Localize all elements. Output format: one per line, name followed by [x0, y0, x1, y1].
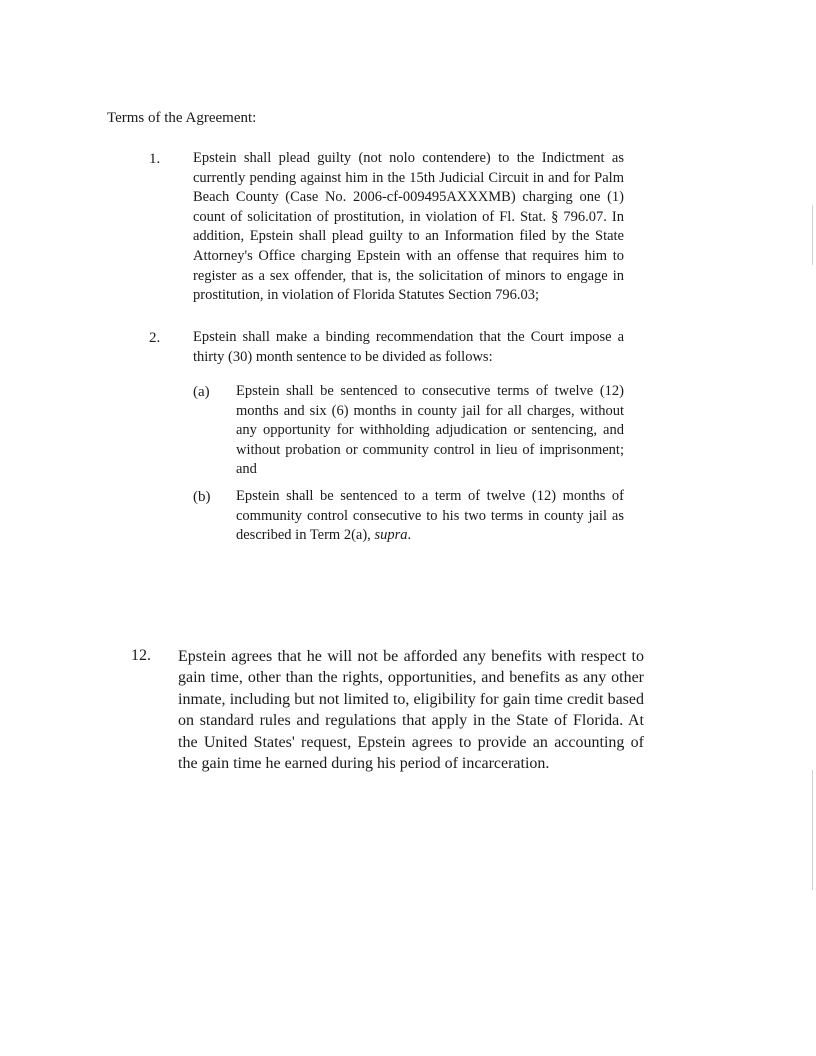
- scan-edge-mark: [812, 770, 813, 890]
- section-heading: Terms of the Agreement:: [107, 110, 257, 126]
- subitem-b-italic: supra: [374, 527, 408, 544]
- subitem-b-text-end: .: [407, 527, 412, 544]
- term-2-text: Epstein shall make a binding recommendation that the Court impose a thirty (30) month sentence to be divided as follows:: [193, 329, 624, 365]
- scan-edge-mark: [812, 205, 813, 265]
- subitem-a-text: Epstein shall be sentenced to consecutive terms of twelve (12) months and six (6) months in county jail for all charges, without any opportunity for withholding adjudication or sentencing, and without probation or community control in lieu of imprisonment; and: [236, 383, 624, 478]
- subitem-b-label: (b): [193, 489, 211, 505]
- term-1-text: Epstein shall plead guilty (not nolo contendere) to the Indictment as currently pending against him in the 15th Judicial Circuit in and for Palm Beach County (Case No. 2006-cf-009495AXXXMB) charging one (1) count of solicitation of prostitution, in violation of Fl. Stat. § 796.07. In addition, Epstein shall plead guilty to an Information filed by the State Attorney's Office charging Epstein with an offense that requires him to register as a sex offender, that is, the solicitation of minors to engage in prostitution, in violation of Florida Statutes Section 796.03;: [193, 150, 624, 304]
- term-12-text: Epstein agrees that he will not be afforded any benefits with respect to gain time, other than the rights, opportunities, and benefits as any other inmate, including but not limited to, eligibility for gain time credit based on standard rules and regulations that apply in the State of Florida. At the United States' request, Epstein agrees to provide an accounting of the gain time he earned during his period of incarceration.: [178, 648, 644, 773]
- subitem-b-text-main: Epstein shall be sentenced to a term of twelve (12) months of community control consecutive to his two terms in county jail as described in Term 2(a),: [236, 488, 624, 544]
- term-1-number: 1.: [149, 151, 161, 167]
- term-2-number: 2.: [149, 330, 161, 346]
- term-12-number: 12.: [131, 647, 151, 664]
- subitem-b-text: [236, 487, 624, 546]
- subitem-a-label: (a): [193, 384, 210, 400]
